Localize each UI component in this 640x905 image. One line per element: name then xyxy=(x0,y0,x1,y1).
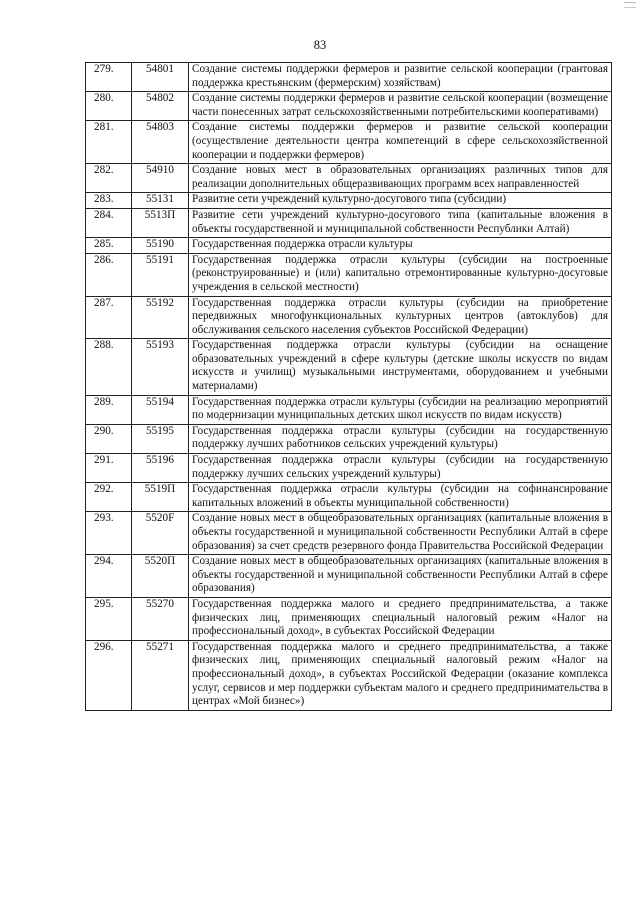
row-code: 5520F xyxy=(132,512,189,555)
row-number: 286. xyxy=(86,253,132,296)
row-description: Государственная поддержка отрасли культуры (субсидии на софинансирование капитальных вложений в объекты муниципальной собственности) xyxy=(189,483,612,512)
row-number: 290. xyxy=(86,424,132,453)
row-description: Развитие сети учреждений культурно-досугового типа (капитальные вложения в объекты государственной и муниципальной собственности Республики Алтай) xyxy=(189,208,612,237)
table-row xyxy=(86,424,612,453)
row-number: 282. xyxy=(86,164,132,193)
row-description: Государственная поддержка отрасли культуры (субсидии на построенные (реконструированные) и (или) капитально отремонтированные культурно-досуговые учреждения в сельской местности) xyxy=(189,253,612,296)
row-code: 5520П xyxy=(132,555,189,598)
row-number: 296. xyxy=(86,640,132,710)
table-row xyxy=(86,339,612,395)
table-row xyxy=(86,512,612,555)
row-number: 289. xyxy=(86,395,132,424)
table-row xyxy=(86,483,612,512)
row-number: 287. xyxy=(86,296,132,339)
row-code: 54910 xyxy=(132,164,189,193)
table-row xyxy=(86,208,612,237)
row-code: 55191 xyxy=(132,253,189,296)
row-description: Государственная поддержка малого и среднего предпринимательства, а также физических лиц, применяющих специальный налоговый режим «Налог на профессиональный доход», в субъектах Российской Федерации (оказание комплекса услуг, сервисов и мер поддержки субъектам малого и среднего предпринимательства в центрах «Мой бизнес») xyxy=(189,640,612,710)
row-code: 55192 xyxy=(132,296,189,339)
row-number: 281. xyxy=(86,121,132,164)
row-number: 292. xyxy=(86,483,132,512)
row-description: Создание системы поддержки фермеров и развитие сельской кооперации (осуществление деятельности центра компетенций в сфере сельскохозяйственной кооперации и поддержки фермеров) xyxy=(189,121,612,164)
row-code: 55190 xyxy=(132,238,189,254)
table-row xyxy=(86,640,612,710)
row-description: Государственная поддержка отрасли культуры (субсидии на государственную поддержку лучших сельских учреждений культуры) xyxy=(189,454,612,483)
row-number: 285. xyxy=(86,238,132,254)
table-row xyxy=(86,454,612,483)
row-description: Государственная поддержка отрасли культуры (субсидии на приобретение передвижных многофункциональных культурных центров (автоклубов) для обслуживания сельского населения субъектов Российской Федерации) xyxy=(189,296,612,339)
budget-codes-table-wrapper xyxy=(85,62,612,711)
table-row xyxy=(86,395,612,424)
table-row xyxy=(86,92,612,121)
row-code: 55195 xyxy=(132,424,189,453)
table-body xyxy=(86,63,612,711)
table-row xyxy=(86,193,612,209)
row-number: 293. xyxy=(86,512,132,555)
row-number: 279. xyxy=(86,63,132,92)
row-number: 291. xyxy=(86,454,132,483)
row-code: 5513П xyxy=(132,208,189,237)
table-row xyxy=(86,63,612,92)
table-row xyxy=(86,238,612,254)
table-row xyxy=(86,121,612,164)
row-description: Государственная поддержка отрасли культуры (субсидии на государственную поддержку лучших работников сельских учреждений культуры) xyxy=(189,424,612,453)
row-number: 295. xyxy=(86,597,132,640)
row-description: Государственная поддержка отрасли культуры xyxy=(189,238,612,254)
budget-codes-table xyxy=(85,62,612,711)
row-code: 55270 xyxy=(132,597,189,640)
row-number: 294. xyxy=(86,555,132,598)
row-code: 55131 xyxy=(132,193,189,209)
table-row xyxy=(86,164,612,193)
row-code: 55196 xyxy=(132,454,189,483)
row-description: Создание системы поддержки фермеров и развитие сельской кооперации (возмещение части понесенных затрат сельскохозяйственными потребительскими кооперативами) xyxy=(189,92,612,121)
table-row xyxy=(86,597,612,640)
scan-corner-mark xyxy=(624,2,636,8)
row-code: 54802 xyxy=(132,92,189,121)
row-description: Государственная поддержка отрасли культуры (субсидии на оснащение образовательных учреждений в сфере культуры (детские школы искусств по видам искусств и училищ) музыкальными инструментами, оборудованием и учебными материалами) xyxy=(189,339,612,395)
row-description: Государственная поддержка отрасли культуры (субсидии на реализацию мероприятий по модернизации муниципальных детских школ искусств по видам искусств) xyxy=(189,395,612,424)
table-row xyxy=(86,253,612,296)
row-code: 5519П xyxy=(132,483,189,512)
row-number: 283. xyxy=(86,193,132,209)
page-number: 83 xyxy=(313,38,327,52)
row-code: 55193 xyxy=(132,339,189,395)
row-description: Создание системы поддержки фермеров и развитие сельской кооперации (грантовая поддержка крестьянским (фермерским) хозяйствам) xyxy=(189,63,612,92)
row-code: 55194 xyxy=(132,395,189,424)
row-number: 280. xyxy=(86,92,132,121)
row-code: 55271 xyxy=(132,640,189,710)
row-number: 288. xyxy=(86,339,132,395)
row-description: Создание новых мест в общеобразовательных организациях (капитальные вложения в объекты государственной и муниципальной собственности Республики Алтай в сфере образования) xyxy=(189,555,612,598)
row-description: Создание новых мест в образовательных организациях различных типов для реализации дополнительных общеразвивающих программ всех направленностей xyxy=(189,164,612,193)
row-description: Государственная поддержка малого и среднего предпринимательства, а также физических лиц, применяющих специальный налоговый режим «Налог на профессиональный доход», в субъектах Российской Федерации xyxy=(189,597,612,640)
table-row xyxy=(86,555,612,598)
table-row xyxy=(86,296,612,339)
row-number: 284. xyxy=(86,208,132,237)
row-code: 54803 xyxy=(132,121,189,164)
row-description: Развитие сети учреждений культурно-досугового типа (субсидии) xyxy=(189,193,612,209)
row-code: 54801 xyxy=(132,63,189,92)
row-description: Создание новых мест в общеобразовательных организациях (капитальные вложения в объекты государственной и муниципальной собственности Республики Алтай в сфере образования) за счет средств резервного фонда Правительства Российской Федерации xyxy=(189,512,612,555)
